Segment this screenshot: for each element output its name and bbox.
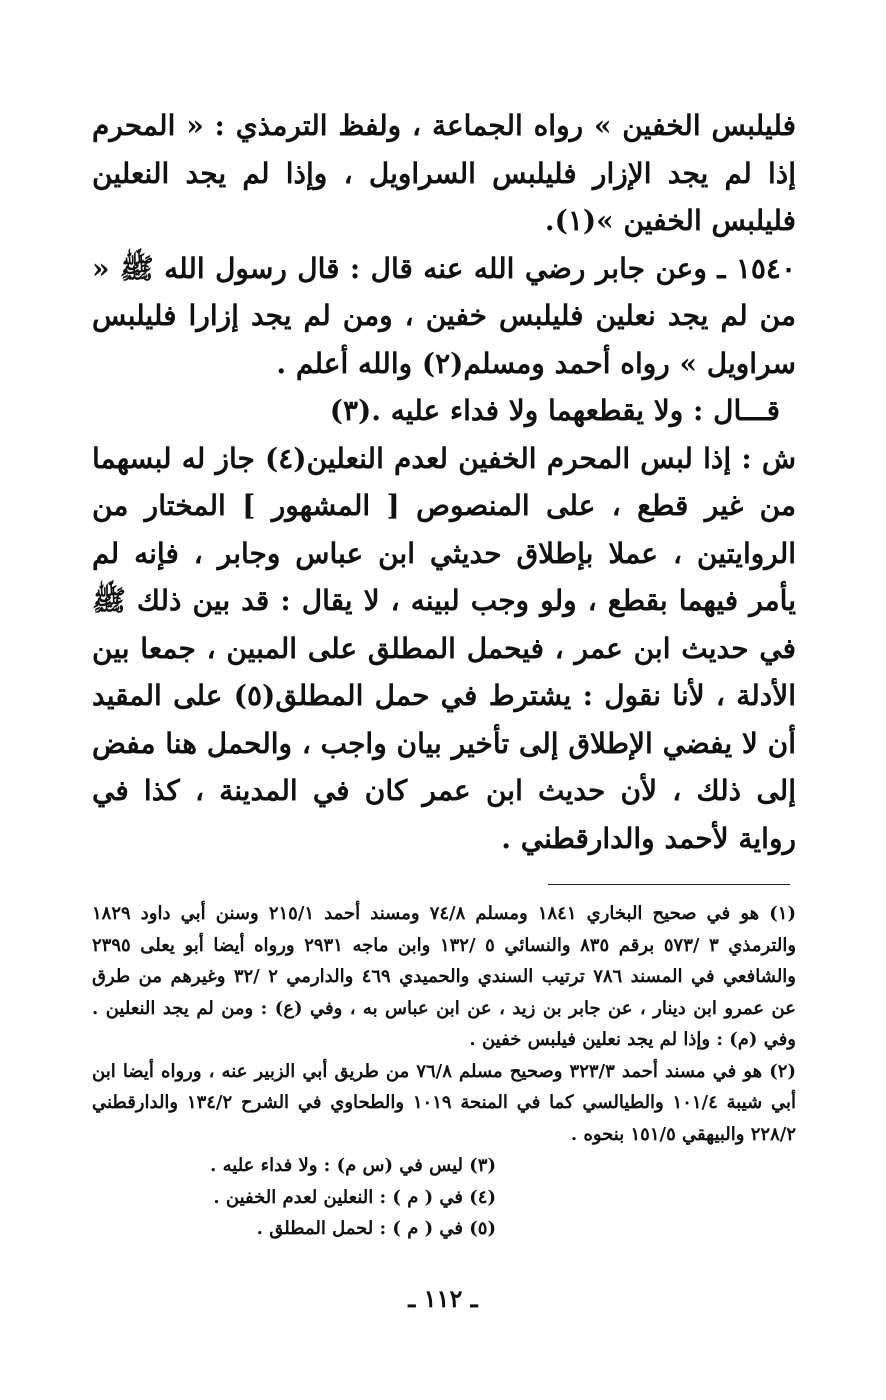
footnote-3: (٣) ليس في (س م) : ولا فداء عليه . [210, 1155, 496, 1176]
main-text [92, 102, 796, 862]
hadith-1540: ١٥٤٠ ـ وعن جابر رضي الله عنه قال : قال رسول الله ﷺ « من لم يجد نعلين فليلبس خفين ، ومن لم يجد إزارا فليلبس سراويل » رواه أحمد ومسلم(٢) والله أعلم . [92, 251, 796, 380]
footnote-divider [548, 884, 790, 885]
footnote-4: (٤) في ( م ) : النعلين لعدم الخفين . [213, 1186, 496, 1208]
footnote-2: (٢) هو في مسند أحمد ٣٢٣/٣ وصحيح مسلم ٧٦/٨ من طريق أبي الزبير عنه ، ورواه أيضا ابن أبي شيبة ١٠١/٤ والطيالسي كما في المنحة ١٠١٩ والطحاوي في الشرح ١٣٤/٢ والدارقطني ٢٢٨/٢ والبيهقي ١٥١/٥ بنحوه . [92, 1060, 796, 1145]
page-number: ـ ١١٢ ـ [408, 1284, 478, 1313]
footnote-5: (٥) في ( م ) : لحمل المطلق . [256, 1218, 496, 1239]
commentary: ش : إذا لبس المحرم الخفين لعدم النعلين(٤) جاز له لبسهما من غير قطع ، على المنصوص [ المشهور ] المختار من الروايتين ، عملا بإطلاق حديثي ابن عباس وجابر ، فإنه لم يأمر فيهما بقطع ، ولو وجب لبينه ، لا يقال : قد بين ذلك ﷺ في حديث ابن عمر ، فيحمل المطلق على المبين ، جمعا بين الأدلة ، لأنا نقول : يشترط في حمل المطلق(٥) على المقيد أن لا يفضي الإطلاق إلى تأخير بيان واجب ، والحمل هنا مفض إلى ذلك ، لأن حديث ابن عمر كان في المدينة ، كذا في رواية لأحمد والدارقطني . [92, 441, 796, 855]
paragraph-1: فليلبس الخفين » رواه الجماعة ، ولفظ الترمذي : « المحرم إذا لم يجد الإزار فليلبس السراويل ، وإذا لم يجد النعلين فليلبس الخفين »(١). [92, 109, 796, 237]
matn-statement: قـــال : ولا يقطعهما ولا فداء عليه .(٣) [329, 394, 780, 427]
footnote-1: (١) هو في صحيح البخاري ١٨٤١ ومسلم ٧٤/٨ ومسند أحمد ٢١٥/١ وسنن أبي داود ١٨٢٩ والترمذي ٣ /٥٧٣ برقم ٨٣٥ والنسائي ٥ /١٣٢ وابن ماجه ٢٩٣١ ورواه أيضا أبو يعلى ٢٣٩٥ والشافعي في المسند ٧٨٦ ترتيب السندي والحميدي ٤٦٩ والدارمي ٢ /٣٢ وغيرهم من طرق عن عمرو ابن دينار ، عن جابر بن زيد ، عن ابن عباس به ، وفي (ع) : ومن لم يجد النعلين . وفي (م) : وإذا لم يجد نعلين فيلبس خفين . [92, 903, 797, 1050]
footnotes [92, 898, 796, 1245]
